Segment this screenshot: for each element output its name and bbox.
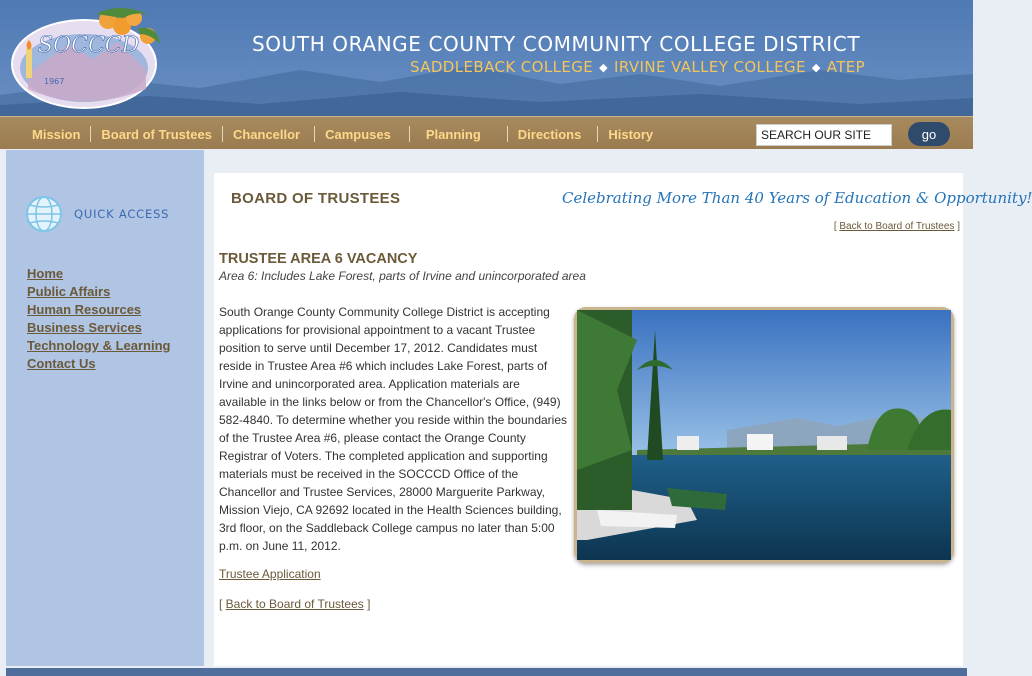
sidebar-links (27, 266, 171, 374)
quick-access-label: QUICK ACCESS (74, 207, 170, 221)
go-button[interactable]: go (908, 122, 950, 146)
main-nav (0, 116, 973, 149)
lake-photo-frame (574, 307, 954, 563)
college-atep[interactable]: ATEP (826, 58, 866, 76)
nav-campuses[interactable]: Campuses (325, 126, 391, 142)
sidebar (6, 150, 204, 666)
nav-chancellor[interactable]: Chancellor (232, 126, 301, 142)
sidebar-item-business-services[interactable]: Business Services (27, 320, 142, 335)
logo-year: 1967 (44, 77, 65, 86)
nav-directions[interactable]: Directions (517, 126, 582, 142)
sidebar-item-human-resources[interactable]: Human Resources (27, 302, 142, 317)
sidebar-item-technology-learning[interactable]: Technology & Learning (27, 338, 171, 353)
nav-mission[interactable]: Mission (32, 126, 81, 142)
footer-bar (6, 668, 967, 676)
college-ivc[interactable]: IRVINE VALLEY COLLEGE (614, 58, 806, 76)
sidebar-item-home[interactable]: Home (27, 266, 64, 281)
district-title: SOUTH ORANGE COUNTY COMMUNITY COLLEGE DISTRICT (252, 32, 861, 56)
college-saddleback[interactable]: SADDLEBACK COLLEGE (410, 58, 594, 76)
nav-planning[interactable]: Planning (425, 126, 481, 142)
lake-photo (577, 310, 951, 560)
sidebar-item-contact-us[interactable]: Contact Us (27, 356, 96, 371)
tagline: Celebrating More Than 40 Years of Education & Opportunity! (562, 189, 1032, 207)
nav-history[interactable]: History (608, 126, 654, 142)
back-to-board-link-bottom[interactable]: Back to Board of Trustees (225, 597, 364, 611)
sidebar-item-public-affairs[interactable]: Public Affairs (27, 284, 111, 299)
nav-board-of-trustees[interactable]: Board of Trustees (101, 126, 212, 142)
back-link-top: [ Back to Board of Trustees ] (833, 221, 960, 232)
diamond-separator-icon: ◆ (811, 61, 821, 74)
college-list (410, 58, 865, 76)
soccd-logo[interactable] (8, 4, 163, 112)
vacancy-title: TRUSTEE AREA 6 VACANCY (219, 251, 418, 267)
quick-access (24, 192, 169, 236)
trustee-application-link[interactable]: Trustee Application (219, 567, 321, 581)
main-content (214, 173, 1032, 666)
globe-icon (24, 192, 68, 236)
diamond-separator-icon: ◆ (599, 61, 609, 74)
vacancy-subtitle: Area 6: Includes Lake Forest, parts of Irvine and unincorporated area (219, 269, 586, 283)
site-header (0, 0, 973, 116)
back-link-bottom: [ Back to Board of Trustees ] (219, 597, 371, 611)
logo-text: SOCCCD (38, 33, 140, 58)
search-input[interactable] (756, 124, 892, 146)
page-title: BOARD OF TRUSTEES (231, 190, 401, 207)
vacancy-body: South Orange County Community College District is accepting applications for provisional appointment to a vacant Trustee position to serve until December 17, 2012. Candidates must reside in Trustee Area #6 which includes Lake Forest, parts of Irvine and unincorporated area. Application materials are available in the links below or from the Chancellor's Office, (949) 582-4840. To determine whether you reside within the boundaries of the Trustee Area #6, please contact the Orange County Registrar of Voters. The completed application and supporting materials must be received in the SOCCCD Office of the Chancellor and Trustee Services, 28000 Marguerite Parkway, Mission Viejo, CA 92692 located in the Health Sciences building, 3rd floor, on the Saddleback College campus no later than 5:00 p.m. on June 11, 2012. (219, 305, 567, 553)
back-to-board-link[interactable]: Back to Board of Trustees (839, 221, 955, 232)
